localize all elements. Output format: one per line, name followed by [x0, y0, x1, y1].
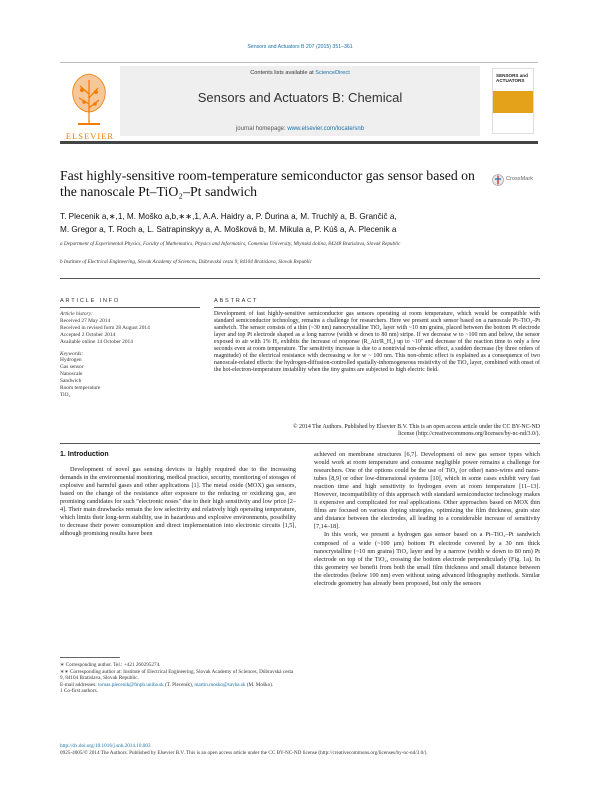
email-label: E-mail addresses:: [60, 681, 99, 688]
divider-top: [60, 278, 540, 279]
footnote-corresponding-2: ∗∗ Corresponding author at: Institute of Electrical Engineering, Slovak Academy of Sciences, Dúbravská cesta 9, 84104 Bratislava, Slovak Republic.: [60, 668, 294, 682]
email-link-plecenik[interactable]: tomas.plecenik@fmph.uniba.sk: [98, 681, 164, 688]
footnote-co-first: 1 Co-first authors.: [60, 688, 98, 695]
keywords-label: Keywords:: [60, 350, 84, 357]
authors-line-1: T. Plecenik a,∗,1, M. Moško a,b,∗∗,1, A.A. Haidry a, P. Ďurina a, M. Truchlý a, B. Grančič a,: [60, 212, 397, 221]
online-date: Available online 14 October 2014: [60, 338, 133, 345]
affiliation-a: a Department of Experimental Physics, Faculty of Mathematics, Physics and Informatics, Comenius University, Mlynská dolina, 84248 Bratislava, Slovak Republic: [60, 241, 401, 247]
keyword: Hydrogen: [60, 357, 82, 364]
author-list: [60, 211, 540, 236]
contents-line: [120, 70, 480, 76]
journal-homepage: [120, 126, 480, 132]
sciencedirect-link[interactable]: ScienceDirect: [315, 70, 350, 76]
doi-link[interactable]: http://dx.doi.org/10.1016/j.snb.2014.10.003: [60, 743, 151, 749]
abstract-heading: ABSTRACT: [214, 298, 259, 304]
publisher-name: ELSEVIER: [65, 131, 115, 141]
revised-date: Received in revised form 28 August 2014: [60, 324, 150, 331]
copyright-line-1: © 2014 The Authors. Published by Elsevier B.V. This is an open access article under the CC BY-NC-ND: [293, 424, 540, 430]
contents-prefix: Contents lists available at: [250, 70, 316, 76]
homepage-link[interactable]: www.elsevier.com/locate/snb: [287, 126, 365, 132]
crossmark-label: CrossMark: [506, 176, 534, 182]
keyword: Nanoscale: [60, 371, 83, 378]
history-label: Article history:: [60, 311, 93, 317]
article-info-heading: ARTICLE INFO: [60, 298, 121, 304]
paragraph: Development of novel gas sensing devices is highly required due to the increasing demands in the environmental monitoring, medical practice, security, monitoring of storages of explosive and harmful gases and other applications [1]. The metal oxide (MOX) gas sensors, based on the change of the resistance after exposure to the reducing or oxidizing gas, are promising candidates for such "electronic noses" due to their high sensitivity and low price [2–4]. Their main drawbacks remain the low selectivity and relatively high operating temperature, which limits their long-term stability, use in hazardous and explosive environments, possibility to decrease their power consumption and direct implementation into electronic circuits [1,5], although promising results have been: [60, 466, 296, 538]
abstract-text: Development of fast highly-sensitive semiconductor gas sensors operating at room temperature, which would be compatible with standard semiconductor technology, remains a challenge for researchers. Here we present such sensor based on a nanoscale Pt–TiO₂–Pt sandwich. The sensor consists of a thin (~30 nm) nanocrystalline TiO₂ layer with ~10 nm grains, placed between the bottom Pt electrode layer and top Pt electrode shaped as a long narrow (width w down to 80 nm) stripe. If we decrease w to ~100 nm and below, the sensor exposed to air with 1% H₂ exhibits the increase of response (R_Air/R_H₂) up to ~10⁷ and decrease of the reaction time to only a few seconds even at room temperature. The sensitivity increase is due to a nontrivial non-ohmic effect, a sudden decrease (by three orders of magnitude) of the electrical resistance with decreasing w for w ~ 100 nm. This non-ohmic effect is explained as a consequence of two nanoscale-related effects: the hydrogen-diffusion-controlled spatially-inhomogeneous resistivity of the TiO₂ layer, combined with onset of the hot-electron-temperature instability when the tiny grains are subjected to high electric field.: [214, 311, 540, 374]
elsevier-tree-logo: [66, 68, 112, 130]
email-link-mosko[interactable]: martin.mosko@savba.sk: [194, 681, 246, 688]
authors-line-2: M. Gregor a, T. Roch a, L. Satrapinskyy a, A. Mošková b, M. Mikula a, P. Kúš a, A. Plecenik a: [60, 224, 397, 234]
license-line: 0925-4005/© 2014 The Authors. Published by Elsevier B.V. This is an open access article under the CC BY-NC-ND license (http://creativecommons.org/licenses/by-nc-nd/3.0/).: [60, 750, 428, 756]
accepted-date: Accepted 2 October 2014: [60, 331, 116, 338]
abstract-rule: [214, 307, 540, 308]
article-info-rule: [60, 307, 200, 308]
crossmark-badge[interactable]: [492, 173, 546, 187]
body-column-right: [314, 451, 540, 588]
footnote-rule: [60, 657, 120, 658]
footnote-corresponding-1: ∗ Corresponding author. Tel.: +421 260295274.: [60, 662, 161, 668]
copyright-line-2: license (http://creativecommons.org/licenses/by-nc-nd/3.0/).: [398, 431, 540, 438]
keyword: Room temperature: [60, 385, 101, 392]
body-column-left: [60, 466, 296, 538]
running-head: Sensors and Actuators B 207 (2015) 351–361: [247, 44, 353, 50]
affiliation-b: b Institute of Electrical Engineering, Slovak Academy of Sciences, Dúbravská cesta 9, 84104 Bratislava, Slovak Republic: [60, 259, 312, 265]
journal-title[interactable]: Sensors and Actuators B: Chemical: [197, 90, 403, 105]
article-info: [60, 311, 200, 399]
article-title: Fast highly-sensitive room-temperature semiconductor gas sensor based on the nanoscale Pt–TiO₂–Pt sandwich: [60, 168, 475, 199]
paragraph: achieved on membrane structures [6,7]. Development of new gas sensor types which would work at room temperature and consume negligible power remains a challenge for researchers. One of the options could be the use of TiO₂ (or other) nano-wires and nano-tubes [8,9] or other low-dimensional systems [10], which in some cases exhibit very fast reaction time and high sensitivity to hydrogen even at room temperature [11–13]. However, incompatibility of this approach with standard semiconductor technology makes it expensive and complicated for real applications. Other approaches based on MOX thin films are focused on various doping strategies, optimizing the film thickness, grain size and distance between the electrodes, all leading to a considerable increase of sensitivity [7,14–18].: [314, 451, 540, 531]
paragraph: In this work, we present a hydrogen gas sensor based on a Pt–TiO₂–Pt sandwich composed of a wide (~100 μm) bottom Pt electrode covered by a 30 nm thick nanocrystalline (~10 nm grains) TiO₂ layer and by a narrow (width w down to 80 nm) Pt electrode on top of the TiO₂, crossing the bottom electrode perpendicularly (Fig. 1a). In this geometry we benefit from both the small film thickness and small distance between the electrodes (below 100 nm) even without using advanced lithography methods. Similar electrode geometry has already been proposed, but only the sensors: [314, 531, 540, 587]
abstract-copyright: [214, 424, 540, 438]
footnotes: [60, 662, 296, 695]
cover-band: [493, 91, 533, 113]
keyword: Sandwich: [60, 378, 82, 385]
keyword: Gas sensor: [60, 364, 84, 371]
cover-title: SENSORS and ACTUATORS: [496, 73, 528, 84]
section-heading: 1. Introduction: [60, 451, 109, 458]
received-date: Received 27 May 2014: [60, 317, 111, 324]
email-owner: (M. Moško).: [245, 681, 274, 688]
divider-bottom: [60, 443, 540, 444]
page-footer: [60, 743, 540, 757]
keyword: TiO₂: [60, 391, 71, 398]
journal-cover-thumbnail[interactable]: [492, 68, 534, 134]
crossmark-icon: [492, 174, 504, 186]
homepage-label: journal homepage:: [235, 126, 288, 132]
email-owner: (T. Plecenik),: [163, 681, 194, 688]
